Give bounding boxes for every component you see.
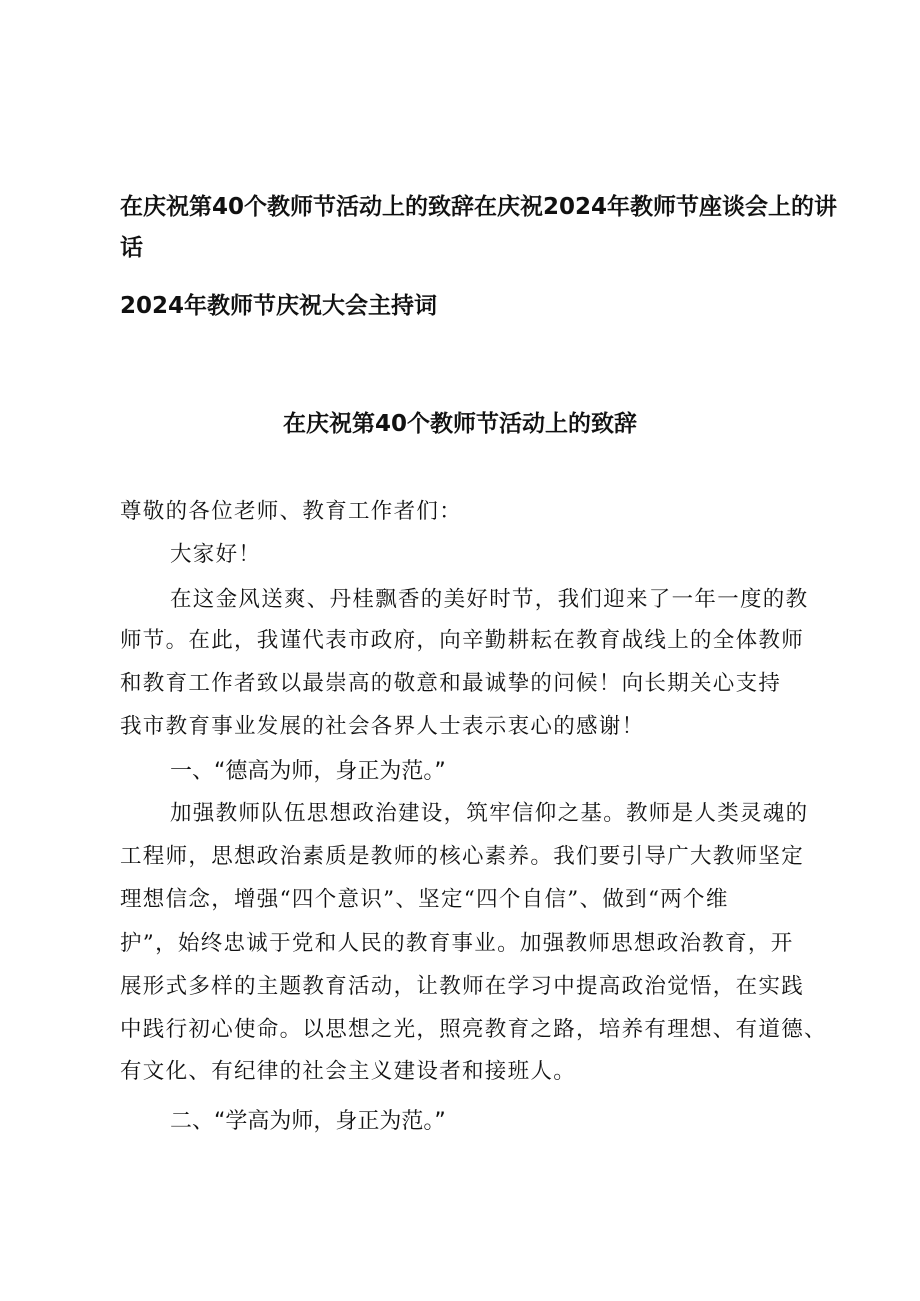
paragraph-line: 我市教育事业发展的社会各界人士表示衷心的感谢！ xyxy=(120,714,645,739)
toc-entry-1: 在庆祝第40个教师节活动上的致辞在庆祝2024年教师节座谈会上的讲 xyxy=(120,194,838,220)
paragraph-line: 中践行初心使命。以思想之光，照亮教育之路，培养有理想、有道德、 xyxy=(120,1017,827,1042)
paragraph-line: 理想信念，增强“四个意识”、坚定“四个自信”、做到“两个维 xyxy=(120,887,729,912)
section-2-heading: 二、“学高为师，身正为范。” xyxy=(170,1109,446,1134)
paragraph-line: 工程师，思想政治素质是教师的核心素养。我们要引导广大教师坚定 xyxy=(120,844,805,869)
greeting: 大家好！ xyxy=(170,542,262,567)
paragraph-line: 护”，始终忠诚于党和人民的教育事业。加强教师思想政治教育，开 xyxy=(120,931,794,956)
paragraph-line: 展形式多样的主题教育活动，让教师在学习中提高政治觉悟，在实践 xyxy=(120,974,805,999)
paragraph-line: 师节。在此，我谨代表市政府，向辛勤耕耘在教育战线上的全体教师 xyxy=(120,628,805,653)
speech-title: 在庆祝第40个教师节活动上的致辞 xyxy=(282,411,637,437)
paragraph-line: 有文化、有纪律的社会主义建设者和接班人。 xyxy=(120,1059,577,1084)
toc-entry-2: 2024年教师节庆祝大会主持词 xyxy=(120,293,438,319)
toc-entry-1-continued: 话 xyxy=(120,235,143,261)
paragraph-line: 在这金风送爽、丹桂飘香的美好时节，我们迎来了一年一度的教 xyxy=(170,587,809,612)
salutation: 尊敬的各位老师、教育工作者们： xyxy=(120,499,463,524)
paragraph-line: 加强教师队伍思想政治建设，筑牢信仰之基。教师是人类灵魂的 xyxy=(170,801,809,826)
section-1-heading: 一、“德高为师，身正为范。” xyxy=(170,759,446,784)
paragraph-line: 和教育工作者致以最崇高的敬意和最诚挚的问候！向长期关心支持 xyxy=(120,671,782,696)
